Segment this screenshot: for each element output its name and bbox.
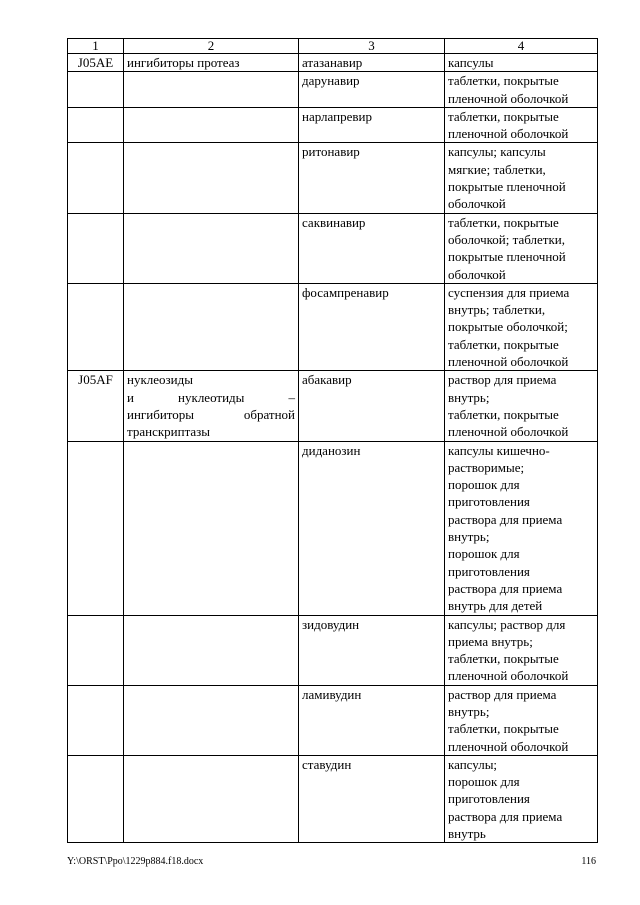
header-col-4: 4 [445, 39, 598, 54]
drug-name-cell: ритонавир [299, 143, 445, 213]
header-col-3: 3 [299, 39, 445, 54]
dosage-forms-cell: суспензия для приема внутрь; таблетки, покрытые оболочкой; таблетки, покрытые пленочной оболочкой [445, 283, 598, 370]
pharmacological-group-cell [124, 143, 299, 213]
table-header-row [68, 39, 598, 54]
drug-name-cell: диданозин [299, 441, 445, 615]
table-row [68, 685, 598, 755]
footer-page-number: 116 [581, 856, 596, 867]
table-row [68, 755, 598, 842]
atc-code-cell [68, 755, 124, 842]
pharmacological-group-cell [124, 371, 299, 441]
dosage-forms-cell: раствор для приема внутрь; таблетки, покрытые пленочной оболочкой [445, 371, 598, 441]
pharmacological-group-cell [124, 755, 299, 842]
drug-table [67, 38, 598, 843]
drug-name-cell: саквинавир [299, 213, 445, 283]
dosage-forms-cell: капсулы; капсулы мягкие; таблетки, покрытые пленочной оболочкой [445, 143, 598, 213]
group-line: ингибиторы обратной [127, 406, 295, 422]
table-row [68, 143, 598, 213]
drug-name-cell: дарунавир [299, 72, 445, 108]
drug-name-cell: ламивудин [299, 685, 445, 755]
pharmacological-group-cell [124, 107, 299, 143]
atc-code-cell [68, 213, 124, 283]
atc-code-cell [68, 283, 124, 370]
group-line: нуклеозиды [127, 372, 193, 388]
drug-name-cell: ставудин [299, 755, 445, 842]
pharmacological-group-cell [124, 441, 299, 615]
table-row [68, 107, 598, 143]
atc-code-cell [68, 441, 124, 615]
group-line: и нуклеотиды – [127, 389, 295, 405]
drug-name-cell: нарлапревир [299, 107, 445, 143]
pharmacological-group-cell [124, 213, 299, 283]
table-row [68, 213, 598, 283]
dosage-forms-cell: раствор для приема внутрь; таблетки, покрытые пленочной оболочкой [445, 685, 598, 755]
dosage-forms-cell: таблетки, покрытые оболочкой; таблетки, покрытые пленочной оболочкой [445, 213, 598, 283]
atc-code-cell [68, 72, 124, 108]
atc-code-cell: J05AE [68, 54, 124, 72]
footer-file-path: Y:\ORST\Ppo\1229p884.f18.docx [67, 856, 204, 867]
pharmacological-group-cell [124, 283, 299, 370]
table-row [68, 441, 598, 615]
table-row [68, 72, 598, 108]
pharmacological-group-cell [124, 72, 299, 108]
group-line: транскриптазы [127, 424, 211, 440]
group-line: ингибиторы протеаз [127, 55, 240, 70]
dosage-forms-cell: капсулы; раствор для приема внутрь; таблетки, покрытые пленочной оболочкой [445, 615, 598, 685]
table-row [68, 283, 598, 370]
dosage-forms-cell: капсулы; порошок для приготовления раствора для приема внутрь [445, 755, 598, 842]
atc-code-cell [68, 615, 124, 685]
drug-name-cell: атазанавир [299, 54, 445, 72]
atc-code-cell [68, 685, 124, 755]
atc-code-cell: J05AF [68, 371, 124, 441]
table-row [68, 371, 598, 441]
dosage-forms-cell: таблетки, покрытые пленочной оболочкой [445, 72, 598, 108]
atc-code-cell [68, 143, 124, 213]
header-col-2: 2 [124, 39, 299, 54]
pharmacological-group-cell [124, 615, 299, 685]
dosage-forms-cell: капсулы [445, 54, 598, 72]
pharmacological-group-cell [124, 685, 299, 755]
pharmacological-group-cell [124, 54, 299, 72]
table-row [68, 54, 598, 72]
drug-name-cell: абакавир [299, 371, 445, 441]
drug-name-cell: фосампренавир [299, 283, 445, 370]
drug-name-cell: зидовудин [299, 615, 445, 685]
atc-code-cell [68, 107, 124, 143]
header-col-1: 1 [68, 39, 124, 54]
dosage-forms-cell: капсулы кишечно- растворимые; порошок для приготовления раствора для приема внутрь; порошок для приготовления раствора для приема внутрь для детей [445, 441, 598, 615]
table-body [68, 54, 598, 843]
table-row [68, 615, 598, 685]
dosage-forms-cell: таблетки, покрытые пленочной оболочкой [445, 107, 598, 143]
